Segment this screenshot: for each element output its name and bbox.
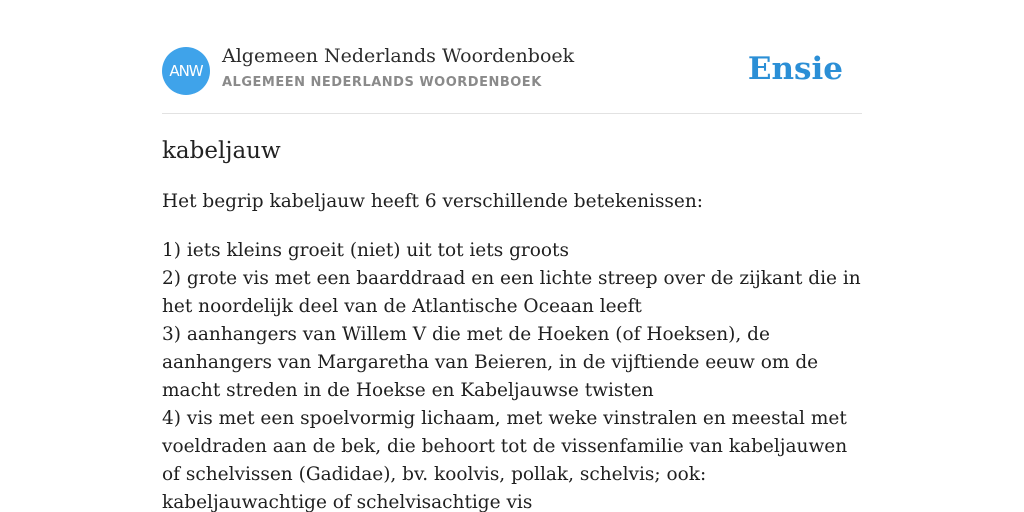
meaning-item: 4) vis met een spoelvormig lichaam, met weke vinstralen en meestal met voeldraden aan de bek, die behoort tot de vissenfamilie van kabeljauwen of schelvissen (Gadidae), bv. koolvis, pollak, schelvis; ook: kabeljauwachtige of schelvisachtige vis [162, 408, 848, 512]
entry-intro: Het begrip kabeljauw heeft 6 verschillende betekenissen: [162, 191, 704, 212]
entry-term: kabeljauw [162, 138, 281, 164]
anw-logo-icon[interactable] [162, 47, 210, 95]
site-title[interactable]: Algemeen Nederlands Woordenboek [222, 45, 575, 67]
meaning-item: 3) aanhangers van Willem V die met de Hoeken (of Hoeksen), de aanhangers van Margaretha van Beieren, in de vijftiende eeuw om de macht streden in de Hoekse en Kabeljauwse twisten [162, 324, 819, 401]
site-subtitle: ALGEMEEN NEDERLANDS WOORDENBOEK [222, 75, 542, 90]
logo-text: ANW [169, 62, 203, 80]
site-header [162, 0, 862, 114]
meaning-item: 1) iets kleins groeit (niet) uit tot iets groots [162, 240, 569, 261]
ensie-brand-link[interactable]: Ensie [747, 51, 843, 87]
page-container [162, 0, 862, 512]
meanings-list [162, 237, 862, 512]
meaning-item: 2) grote vis met een baarddraad en een lichte streep over de zijkant die in het noordelijk deel van de Atlantische Oceaan leeft [162, 268, 861, 317]
